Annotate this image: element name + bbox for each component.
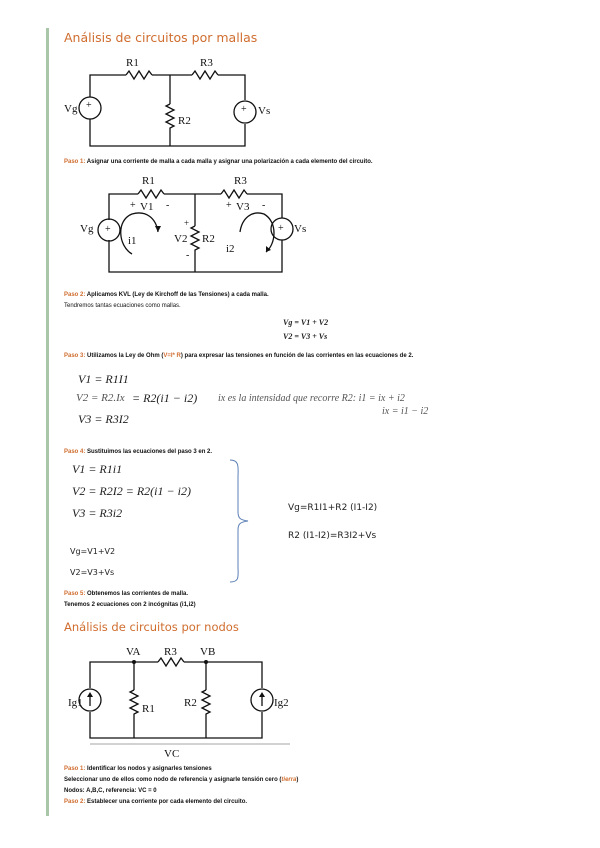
nodos-step1: Paso 1: Identificar los nodos y asignarles tensiones [64, 766, 212, 772]
circuit2-v2-minus: - [186, 250, 190, 261]
circuit-diagram-mallas-1 [60, 52, 300, 152]
kvl-equation-2: V2 = V3 + Vs [283, 332, 328, 341]
mallas-step1: Paso 1: Asignar una corriente de malla a cada malla y asignar una polarización a cada elemento del circuito. [64, 159, 373, 165]
subst-eq-v3: V3 = R3i2 [72, 506, 123, 520]
circuit2-label-v1: V1 [140, 201, 154, 213]
circuit2-label-i1: i1 [128, 235, 137, 247]
circuit2-label-i2: i2 [226, 243, 235, 255]
nodos-label-vb: VB [200, 646, 216, 658]
section-title-mallas: Análisis de circuitos por mallas [64, 30, 258, 45]
ohm-eq-v2-part1: V2 = R2.Ix [76, 392, 125, 404]
circuit2-plus-right: + [278, 223, 284, 234]
ohm-eq-v2-part2: = R2(i1 − i2) [132, 391, 198, 405]
circuit2-label-v2: V2 [174, 233, 188, 245]
circuit2-label-r1: R1 [142, 175, 155, 187]
circuit1-label-r2: R2 [178, 115, 191, 127]
mallas-step5-line2: Tenemos 2 ecuaciones con 2 incógnitas (i1,i2) [64, 602, 196, 608]
circuit1-label-r3: R3 [200, 57, 213, 69]
mallas-step5: Paso 5: Obtenemos las corrientes de malla. [64, 591, 189, 597]
nodos-label-r2: R2 [184, 697, 197, 709]
nodos-label-r3: R3 [164, 646, 177, 658]
circuit2-label-r2: R2 [202, 233, 215, 245]
ohm-eq-v1: V1 = R1I1 [78, 372, 129, 386]
nodos-label-vc: VC [164, 748, 180, 760]
nodos-label-r1: R1 [142, 703, 155, 715]
result-eq-2: R2 (I1-I2)=R3I2+Vs [288, 531, 377, 541]
circuit-diagram-mallas-2 [76, 168, 306, 280]
kvl-equation-1: Vg = V1 + V2 [283, 318, 329, 327]
nodos-step2: Paso 2: Establecer una corriente por cada elemento del circuito. [64, 799, 248, 805]
nodos-line3: Nodos: A,B,C, referencia: VC = 0 [64, 788, 157, 794]
circuit2-v3-plus: + [226, 200, 232, 211]
mallas-step2-line2: Tendremos tantas ecuaciones como mallas. [64, 303, 181, 309]
circuit1-plus-left: + [86, 100, 92, 111]
circuit2-v2-plus: + [184, 218, 190, 228]
circuit2-label-r3: R3 [234, 175, 247, 187]
curly-brace [226, 458, 256, 584]
circuit2-label-v3: V3 [236, 201, 250, 213]
circuit2-label-vs: Vs [294, 223, 307, 235]
circuit1-plus-right: + [241, 104, 247, 115]
circuit-diagram-nodos [60, 640, 300, 762]
mallas-step4: Paso 4: Sustituimos las ecuaciones del paso 3 en 2. [64, 449, 213, 455]
section-title-nodos: Análisis de circuitos por nodos [64, 620, 239, 634]
mallas-step2: Paso 2: Aplicamos KVL (Ley de Kirchoff de las Tensiones) a cada malla. [64, 292, 269, 298]
nodos-label-ig2: Ig2 [274, 697, 289, 709]
intensity-note-2: ix = i1 − i2 [382, 406, 429, 417]
ohm-eq-v3: V3 = R3I2 [78, 412, 129, 426]
circuit1-label-vs: Vs [258, 105, 271, 117]
circuit2-v3-minus: - [262, 200, 266, 211]
mallas-step3: Paso 3: Utilizamos la Ley de Ohm (V=I* R) para expresar las tensiones en función de las corrientes en las ecuaciones de 2. [64, 353, 414, 359]
left-margin-rule [46, 28, 49, 816]
circuit1-label-vg: Vg [64, 103, 78, 115]
result-eq-1: Vg=R1I1+R2 (I1-I2) [288, 503, 378, 513]
subst-eq-v1: V1 = R1i1 [72, 462, 123, 476]
circuit2-plus-left: + [105, 224, 111, 235]
circuit1-label-r1: R1 [126, 57, 139, 69]
subst-eq-v2: V2 = R2I2 = R2(i1 − i2) [72, 484, 191, 498]
nodos-label-ig1: Ig1 [68, 697, 83, 709]
intensity-note-1: ix es la intensidad que recorre R2: i1 = ix + i2 [218, 393, 405, 404]
nodos-label-va: VA [126, 646, 141, 658]
nodos-line2: Seleccionar uno de ellos como nodo de referencia y asignarle tensión cero (tierra) [64, 777, 299, 783]
subst-eq-v2-mesh: V2=V3+Vs [70, 568, 115, 577]
circuit2-label-vg: Vg [80, 223, 94, 235]
circuit2-v1-plus: + [130, 200, 136, 211]
circuit2-v1-minus: - [166, 200, 170, 211]
subst-eq-vg: Vg=V1+V2 [70, 547, 116, 556]
